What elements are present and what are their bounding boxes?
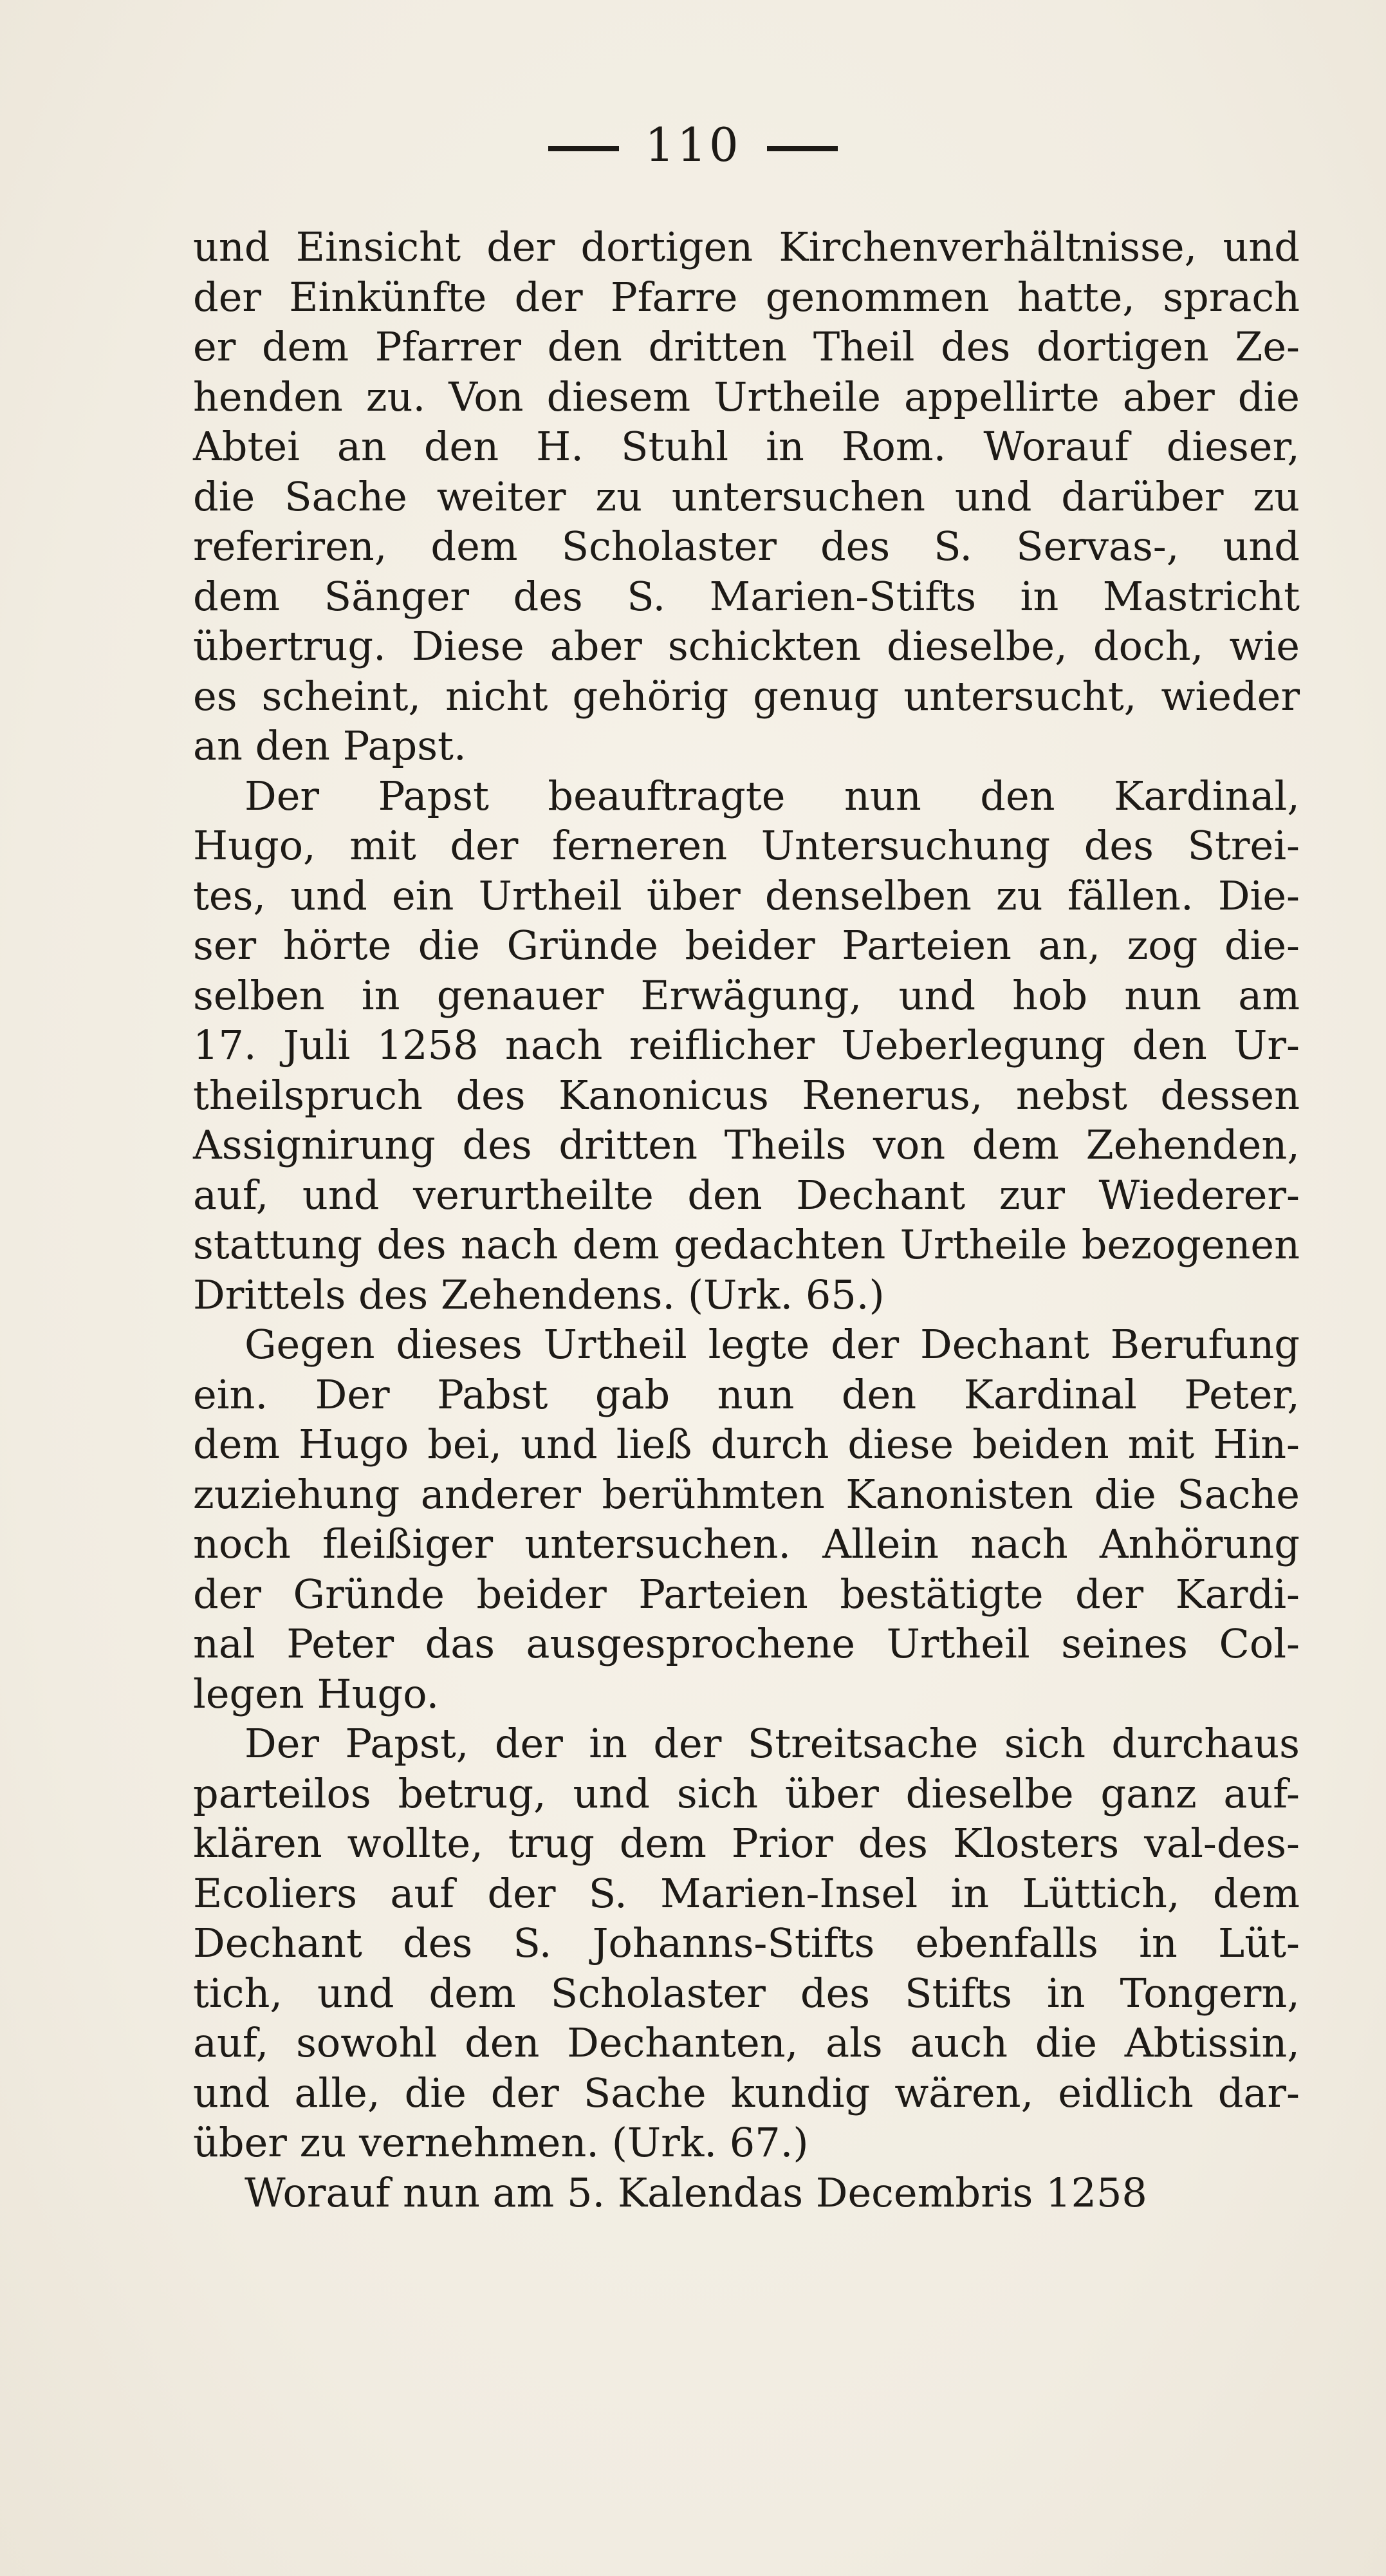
- text-line: legen Hugo.: [193, 1670, 439, 1717]
- text-line: Hugo, mit der ferneren Untersuchung des Strei-: [193, 822, 1300, 869]
- text-line: Gegen dieses Urtheil legte der Dechant Berufung: [245, 1321, 1300, 1368]
- text-line: Der Papst, der in der Streitsache sich durchaus: [245, 1720, 1300, 1767]
- text-line: nal Peter das ausgesprochene Urtheil seines Col-: [193, 1620, 1300, 1667]
- text-line: henden zu. Von diesem Urtheile appellirte aber die: [193, 373, 1300, 420]
- text-line: klären wollte, trug dem Prior des Klosters val-des-: [193, 1820, 1300, 1867]
- text-line: Assignirung des dritten Theils von dem Zehenden,: [193, 1121, 1300, 1168]
- text-line: dem Hugo bei, und ließ durch diese beiden mit Hin-: [193, 1421, 1300, 1468]
- body-text: [193, 222, 1300, 2217]
- text-line: übertrug. Diese aber schickten dieselbe, doch, wie: [193, 622, 1300, 669]
- text-line: stattung des nach dem gedachten Urtheile bezogenen: [193, 1221, 1300, 1268]
- text-line: er dem Pfarrer den dritten Theil des dortigen Ze-: [193, 323, 1300, 370]
- text-line: es scheint, nicht gehörig genug untersucht, wieder: [193, 672, 1300, 720]
- text-line: Worauf nun am 5. Kalendas Decembris 1258: [245, 2169, 1147, 2216]
- text-line: Der Papst beauftragte nun den Kardinal,: [245, 772, 1300, 819]
- text-line: Drittels des Zehendens. (Urk. 65.): [193, 1271, 885, 1318]
- text-line: referiren, dem Scholaster des S. Servas-, und: [193, 523, 1300, 570]
- text-line: die Sache weiter zu untersuchen und darüber zu: [193, 472, 1300, 520]
- page-number: 110: [645, 118, 741, 172]
- text-line: tich, und dem Scholaster des Stifts in Tongern,: [193, 1969, 1300, 2017]
- text-line: der Gründe beider Parteien bestätigte der Kardi-: [193, 1570, 1300, 1618]
- text-line: Abtei an den H. Stuhl in Rom. Worauf dieser,: [193, 423, 1300, 470]
- text-line: tes, und ein Urtheil über denselben zu fällen. Die-: [193, 872, 1300, 919]
- text-line: auf, und verurtheilte den Dechant zur Wiederer-: [193, 1171, 1300, 1218]
- text-line: an den Papst.: [193, 722, 467, 769]
- text-line: der Einkünfte der Pfarre genommen hatte, sprach: [193, 273, 1300, 321]
- text-line: und Einsicht der dortigen Kirchenverhältnisse, und: [193, 223, 1300, 270]
- text-line: zuziehung anderer berühmten Kanonisten die Sache: [193, 1470, 1300, 1518]
- text-line: noch fleißiger untersuchen. Allein nach Anhörung: [193, 1520, 1300, 1567]
- text-line: selben in genauer Erwägung, und hob nun am: [193, 971, 1300, 1019]
- text-line: Dechant des S. Johanns-Stifts ebenfalls in Lüt-: [193, 1919, 1300, 1966]
- text-line: 17. Juli 1258 nach reiflicher Ueberlegung den Ur-: [193, 1022, 1300, 1069]
- text-line: parteilos betrug, und sich über dieselbe ganz auf-: [193, 1769, 1300, 1817]
- text-line: Ecoliers auf der S. Marien-Insel in Lüttich, dem: [193, 1869, 1300, 1917]
- text-line: und alle, die der Sache kundig wären, eidlich dar-: [193, 2069, 1300, 2116]
- header-dash-left: [548, 146, 619, 151]
- text-line: theilspruch des Kanonicus Renerus, nebst dessen: [193, 1071, 1300, 1119]
- text-line: auf, sowohl den Dechanten, als auch die Abtissin,: [193, 2019, 1300, 2066]
- text-line: ser hörte die Gründe beider Parteien an, zog die-: [193, 922, 1300, 969]
- text-line: über zu vernehmen. (Urk. 67.): [193, 2119, 809, 2166]
- text-line: ein. Der Pabst gab nun den Kardinal Peter,: [193, 1370, 1300, 1418]
- page-header: [0, 116, 1386, 174]
- header-dash-right: [767, 146, 838, 151]
- text-line: dem Sänger des S. Marien-Stifts in Mastricht: [193, 572, 1300, 620]
